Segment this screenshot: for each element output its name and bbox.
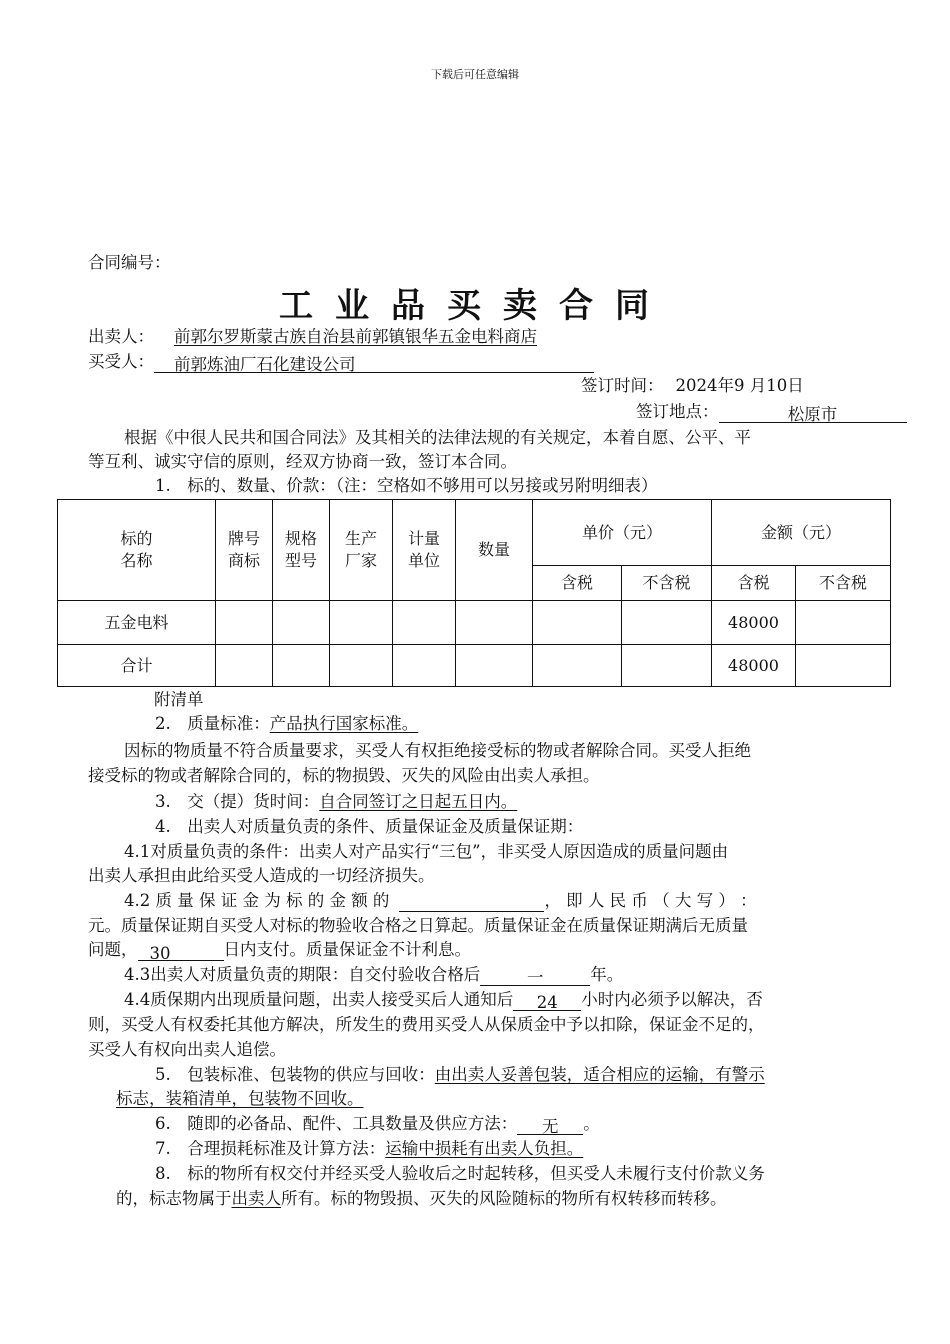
contract-title: 工业品买卖合同 — [279, 286, 671, 326]
owner-value: 出卖人 — [231, 1189, 281, 1208]
sign-place-value: 松原市 — [719, 404, 907, 423]
clause-2: 2. 质量标准：产品执行国家标准。 — [155, 714, 419, 733]
clause-4-4-line-1: 4.4质保期内出现质量问题，出卖人接受买后人通知后 24 小时内必须予以解决，否 — [124, 990, 763, 1012]
intro-line-1: 根据《中很人民共和国合同法》及其相关的法律法规的有关规定，本着自愿、公平、平 — [124, 428, 751, 447]
quality-standard-value: 产品执行国家标准。 — [269, 714, 419, 733]
cell-empty — [622, 645, 712, 687]
cell-empty — [456, 601, 533, 645]
delivery-time-value: 自合同签订之日起五日内。 — [319, 792, 518, 811]
seller-label: 出卖人： — [88, 327, 154, 346]
cell-empty — [796, 645, 891, 687]
col-header-unit: 计量单位 — [393, 500, 456, 601]
cell-empty — [393, 601, 456, 645]
buyer-line — [88, 351, 594, 373]
cell-empty — [533, 601, 622, 645]
cell-empty — [456, 645, 533, 687]
clause-6: 6. 随即的必备品、配件、工具数量及供应方法： 无 。 — [155, 1114, 600, 1136]
sign-time-label: 签订时间： — [581, 376, 664, 395]
seller-name: 前郭尔罗斯蒙古族自治县前郭镇银华五金电料商店 — [174, 327, 537, 346]
loss-standard-value: 运输中损耗有出卖人负担。 — [385, 1139, 584, 1158]
clause-8-line-1: 8. 标的物所有权交付并经买受人验收后之时起转移，但买受人未履行支付价款义务 — [155, 1164, 765, 1183]
col-header-amount-tax-excl: 不含税 — [796, 566, 891, 601]
col-header-name: 标的名称 — [58, 500, 216, 601]
clause-5-line-2: 标志，装箱清单，包装物不回收。 — [116, 1089, 364, 1108]
col-header-amount: 金额（元） — [712, 500, 891, 566]
contract-number-label: 合同编号： — [88, 253, 171, 272]
cell-empty — [273, 645, 330, 687]
col-header-spec: 规格型号 — [273, 500, 330, 601]
clause-4-2-line-3: 问题， 30 日内支付。质量保证金不计利息。 — [88, 940, 471, 963]
col-header-unit-price: 单价（元） — [533, 500, 712, 566]
accessories-value: 无 — [517, 1116, 583, 1135]
sign-time — [581, 375, 804, 397]
payment-days: 30 — [138, 943, 224, 961]
cell-name: 合计 — [58, 645, 216, 687]
deposit-percent-blank — [399, 893, 544, 912]
clause-7: 7. 合理损耗标准及计算方法：运输中损耗有出卖人负担。 — [155, 1139, 584, 1158]
table-row — [58, 645, 891, 687]
clause-4-4-line-2: 则，买受人有权委托其他方解决，所发生的费用买受人从保质金中予以扣除，保证金不足的， — [88, 1015, 765, 1034]
cell-empty — [273, 601, 330, 645]
sign-time-value: 2024年9 月10日 — [675, 376, 804, 395]
col-header-qty: 数量 — [456, 500, 533, 601]
quality-para-line-1: 因标的物质量不符合质量要求，买受人有权拒绝接受标的物或者解除合同。买受人拒绝 — [124, 741, 751, 760]
goods-table — [57, 499, 891, 687]
cell-amount-tax-incl: 48000 — [712, 601, 796, 645]
clause-4-4-line-3: 买受人有权向出卖人追偿。 — [88, 1040, 286, 1059]
clause-3: 3. 交（提）货时间：自合同签订之日起五日内。 — [155, 792, 518, 811]
buyer-label: 买受人： — [88, 352, 154, 371]
cell-empty — [393, 645, 456, 687]
cell-name: 五金电料 — [58, 601, 216, 645]
packaging-standard-value: 由出卖人妥善包装，适合相应的运输，有警示 — [434, 1065, 765, 1084]
clause-8-line-2: 的，标志物属于出卖人所有。标的物毁损、灭失的风险随标的物所有权转移而转移。 — [116, 1189, 727, 1208]
clause-1: 1. 标的、数量、价款：（注：空格如不够用可以另接或另附明细表） — [155, 476, 658, 495]
col-header-amount-tax-incl: 含税 — [712, 566, 796, 601]
cell-empty — [533, 645, 622, 687]
clause-4-1-line-2: 出卖人承担由此给买受人造成的一切经济损失。 — [88, 866, 435, 885]
clause-4: 4. 出卖人对质量负责的条件、质量保证金及质量保证期： — [155, 817, 584, 836]
cell-empty — [216, 601, 273, 645]
attached-list: 附清单 — [154, 690, 204, 709]
quality-para-line-2: 接受标的物或者解除合同的，标的物损毁、灭失的风险由出卖人承担。 — [88, 766, 600, 785]
header-note: 下载后可任意编辑 — [431, 68, 519, 81]
sign-place-label: 签订地点： — [636, 402, 719, 421]
col-header-brand: 牌号商标 — [216, 500, 273, 601]
table-row — [58, 601, 891, 645]
cell-empty — [796, 601, 891, 645]
cell-amount-tax-incl: 48000 — [712, 645, 796, 687]
cell-empty — [216, 645, 273, 687]
cell-empty — [622, 601, 712, 645]
sign-place — [636, 401, 907, 423]
intro-line-2: 等互利、诚实守信的原则，经双方协商一致，签订本合同。 — [88, 452, 517, 471]
seller-line — [88, 326, 543, 348]
clause-4-2-line-1: 4.2 质 量 保 证 金 为 标 的 金 额 的 ， 即 人 民 币 （ 大 写 ） ： — [124, 891, 757, 910]
buyer-name: 前郭炼油厂石化建设公司 — [154, 354, 594, 373]
col-header-price-tax-excl: 不含税 — [622, 566, 712, 601]
cell-empty — [330, 601, 393, 645]
col-header-price-tax-incl: 含税 — [533, 566, 622, 601]
col-header-maker: 生产厂家 — [330, 500, 393, 601]
clause-5-line-1: 5. 包装标准、包装物的供应与回收：由出卖人妥善包装，适合相应的运输，有警示 — [155, 1065, 765, 1084]
cell-empty — [330, 645, 393, 687]
response-hours: 24 — [513, 992, 581, 1011]
clause-4-3: 4.3出卖人对质量负责的期限：自交付验收合格后 一 年。 — [124, 965, 624, 987]
clause-4-1-line-1: 4.1对质量负责的条件：出卖人对产品实行“三包”，非买受人原因造成的质量问题由 — [124, 842, 729, 861]
warranty-years: 一 — [480, 967, 590, 986]
clause-4-2-line-2: 元。质量保证期自买受人对标的物验收合格之日算起。质量保证金在质量保证期满后无质量 — [88, 916, 748, 935]
